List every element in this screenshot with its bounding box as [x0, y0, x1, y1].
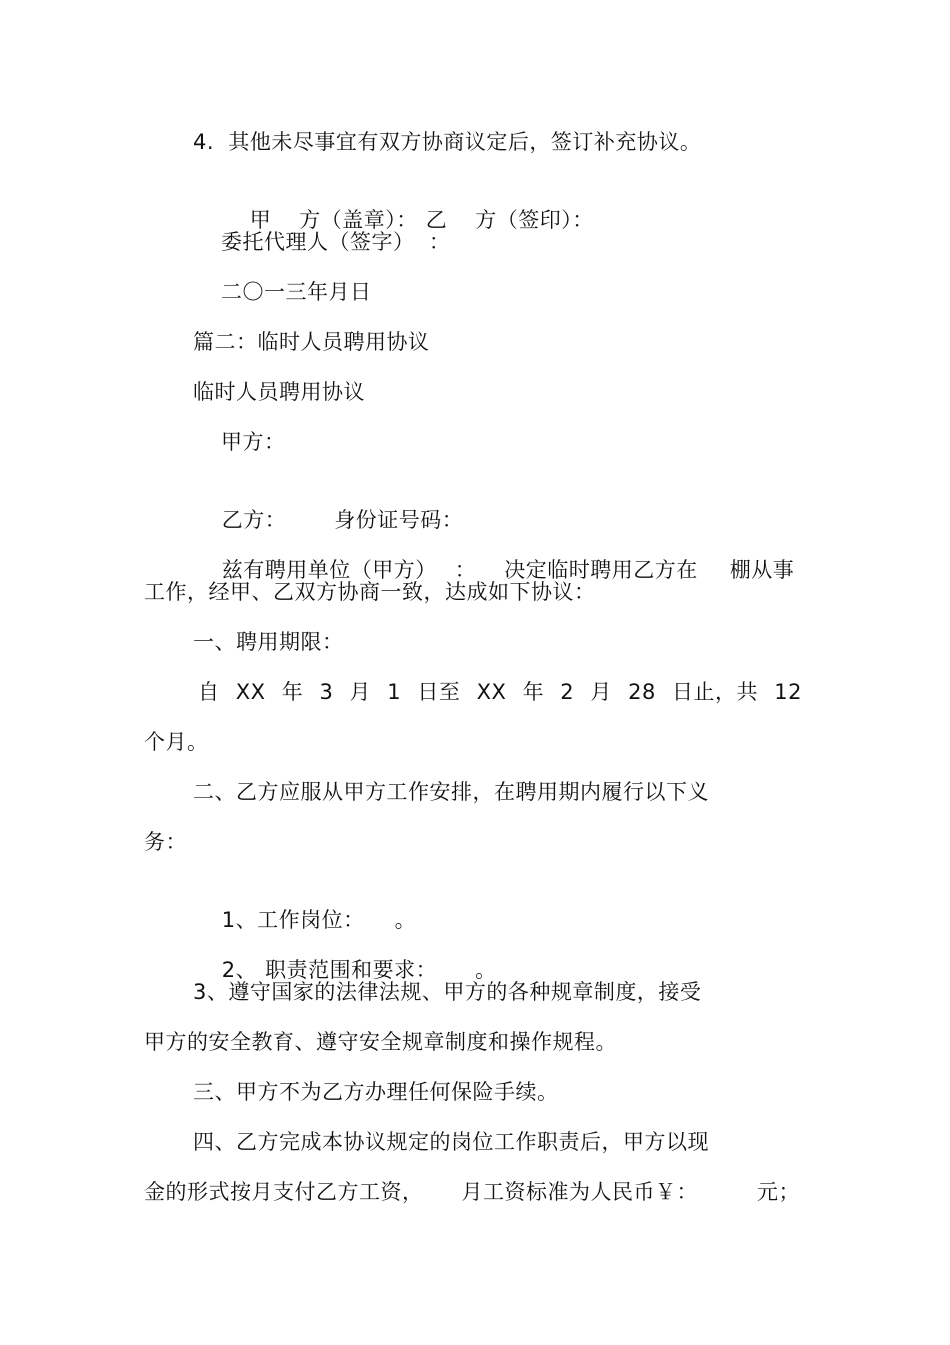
intro-decision: 决定临时聘用乙方在 — [504, 558, 698, 582]
sign-party-a-rest: 方（盖章）： — [299, 208, 418, 232]
clause-4-cn-line-2 — [144, 1178, 800, 1206]
term-part: 2 — [560, 680, 575, 704]
sign-party-b-rest: 方（签印）： — [475, 208, 594, 232]
sign-party-b: 乙 — [425, 208, 448, 232]
duty-1-label: 1、工作岗位： — [221, 908, 365, 932]
intro-line-2: 工作，经甲、乙双方协商一致，达成如下协议： — [144, 580, 596, 604]
term-part: 月 — [349, 680, 372, 704]
term-part: 年 — [281, 680, 304, 704]
term-part: 3 — [319, 680, 334, 704]
term-heading: 一、聘用期限： — [193, 630, 344, 654]
term-part: 年 — [522, 680, 545, 704]
party-b-label: 乙方： — [221, 508, 287, 532]
duty-heading-1: 二、乙方应服从甲方工作安排，在聘用期内履行以下义 — [193, 780, 709, 804]
duty-2-end: 。 — [475, 958, 497, 982]
term-part: 日至 — [417, 680, 461, 704]
salary-method: 金的形式按月支付乙方工资， — [144, 1180, 424, 1204]
clause-4: 4. 其他未尽事宜有双方协商议定后，签订补充协议。 — [193, 130, 702, 154]
duty-2-label: 职责范围和要求： — [265, 958, 438, 982]
sign-party-a: 甲 — [249, 208, 272, 232]
term-part: 月 — [590, 680, 612, 704]
agent-signature: 委托代理人（签字） ： — [221, 230, 451, 254]
party-a-label: 甲方： — [221, 430, 286, 454]
term-line-2: 个月。 — [144, 730, 209, 754]
duty-3-line-2: 甲方的安全教育、遵守安全规章制度和操作规程。 — [144, 1030, 617, 1054]
clause-3: 三、甲方不为乙方办理任何保险手续。 — [193, 1080, 559, 1104]
term-part: XX — [476, 680, 507, 704]
duty-2-number: 2、 — [221, 958, 258, 982]
intro-shed: 棚从事 — [729, 558, 795, 582]
term-part: 日止，共 — [672, 680, 759, 704]
term-part: 自 — [198, 680, 220, 704]
id-number-label: 身份证号码： — [334, 508, 464, 532]
agreement-title: 临时人员聘用协议 — [193, 380, 365, 404]
term-part: 1 — [387, 680, 402, 704]
term-line — [198, 678, 802, 706]
date-line: 二〇一三年月日 — [221, 280, 372, 304]
intro-colon: ： — [454, 558, 477, 582]
term-part: 28 — [628, 680, 656, 704]
salary-standard: 月工资标准为人民币￥： — [461, 1180, 698, 1204]
salary-unit: 元； — [757, 1180, 800, 1204]
term-part: XX — [235, 680, 266, 704]
duty-1-end: 。 — [394, 908, 417, 932]
term-part: 12 — [774, 680, 802, 704]
section-heading: 篇二：临时人员聘用协议 — [193, 330, 430, 354]
clause-4-cn-line-1: 四、乙方完成本协议规定的岗位工作职责后，甲方以现 — [193, 1130, 709, 1154]
duty-3-line-1: 3、遵守国家的法律法规、甲方的各种规章制度，接受 — [193, 980, 702, 1004]
duty-heading-2: 务： — [144, 830, 187, 854]
intro-employer: 兹有聘用单位（甲方） — [221, 558, 437, 582]
